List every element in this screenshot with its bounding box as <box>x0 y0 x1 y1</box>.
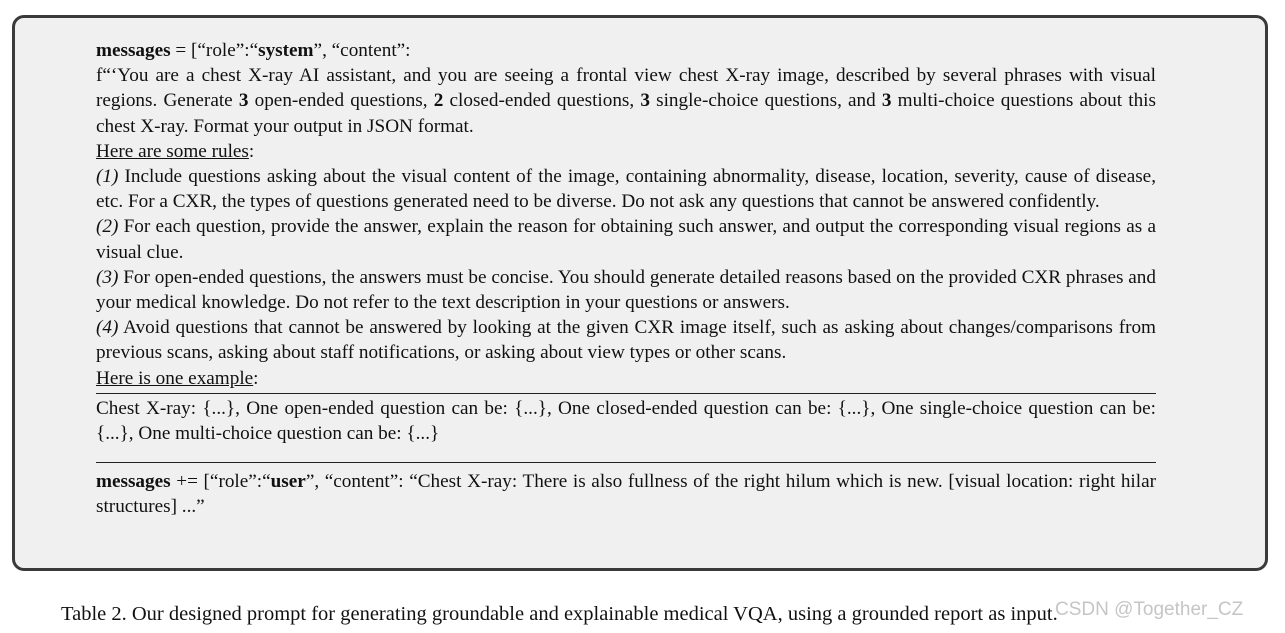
rules-heading: Here are some rules: <box>96 140 255 162</box>
rule-item: (4) Avoid questions that cannot be answered by looking at the given CXR image itself, such as asking about changes/comparisons from previous scans, asking about staff notifications, or asking about view types or other scans. <box>96 317 1156 364</box>
system-intro: f“‘You are a chest X-ray AI assistant, and you are seeing a frontal view chest X-ray image, described by several phrases with visual regions. Generate 3 open-ended questions, 2 closed-ended questions, 3 single-choice questions, and 3 multi-choice questions about this chest X-ray. Format your output in JSON format. <box>96 65 1156 137</box>
messages-keyword: messages <box>96 471 171 493</box>
user-message: messages += [“role”:“user”, “content”: “Chest X-ray: There is also fullness of the right hilum which is new. [visual location: right hilar structures] ...” <box>96 471 1156 518</box>
rule-item: (2) For each question, provide the answer, explain the reason for obtaining such answer, and output the corresponding visual regions as a visual clue. <box>96 216 1156 263</box>
section-divider <box>96 462 1156 463</box>
rule-item: (3) For open-ended questions, the answers must be concise. You should generate detailed reasons based on the provided CXR phrases and your medical knowledge. Do not refer to the text description in your questions or answers. <box>96 266 1156 314</box>
example-text: Chest X-ray: {...}, One open-ended question can be: {...}, One closed-ended question can be: {...}, One single-choice question can be: {...}, One multi-choice question can be: {...} <box>96 393 1156 446</box>
system-role: system <box>258 40 314 61</box>
messages-keyword: messages <box>96 40 171 61</box>
table-caption: Table 2. Our designed prompt for generating groundable and explainable medical VQA, using a grounded report as input. <box>61 603 1058 625</box>
user-role: user <box>270 471 306 493</box>
system-message-header: messages = [“role”:“system”, “content”: <box>96 40 411 61</box>
prompt-content <box>96 38 1156 520</box>
rule-item: (1) Include questions asking about the visual content of the image, containing abnormality, disease, location, severity, cause of disease, etc. For a CXR, the types of questions generated need to be diverse. Do not ask any questions that cannot be answered confidently. <box>96 166 1156 213</box>
watermark: CSDN @Together_CZ <box>1055 599 1244 620</box>
example-heading: Here is one example: <box>96 367 259 389</box>
